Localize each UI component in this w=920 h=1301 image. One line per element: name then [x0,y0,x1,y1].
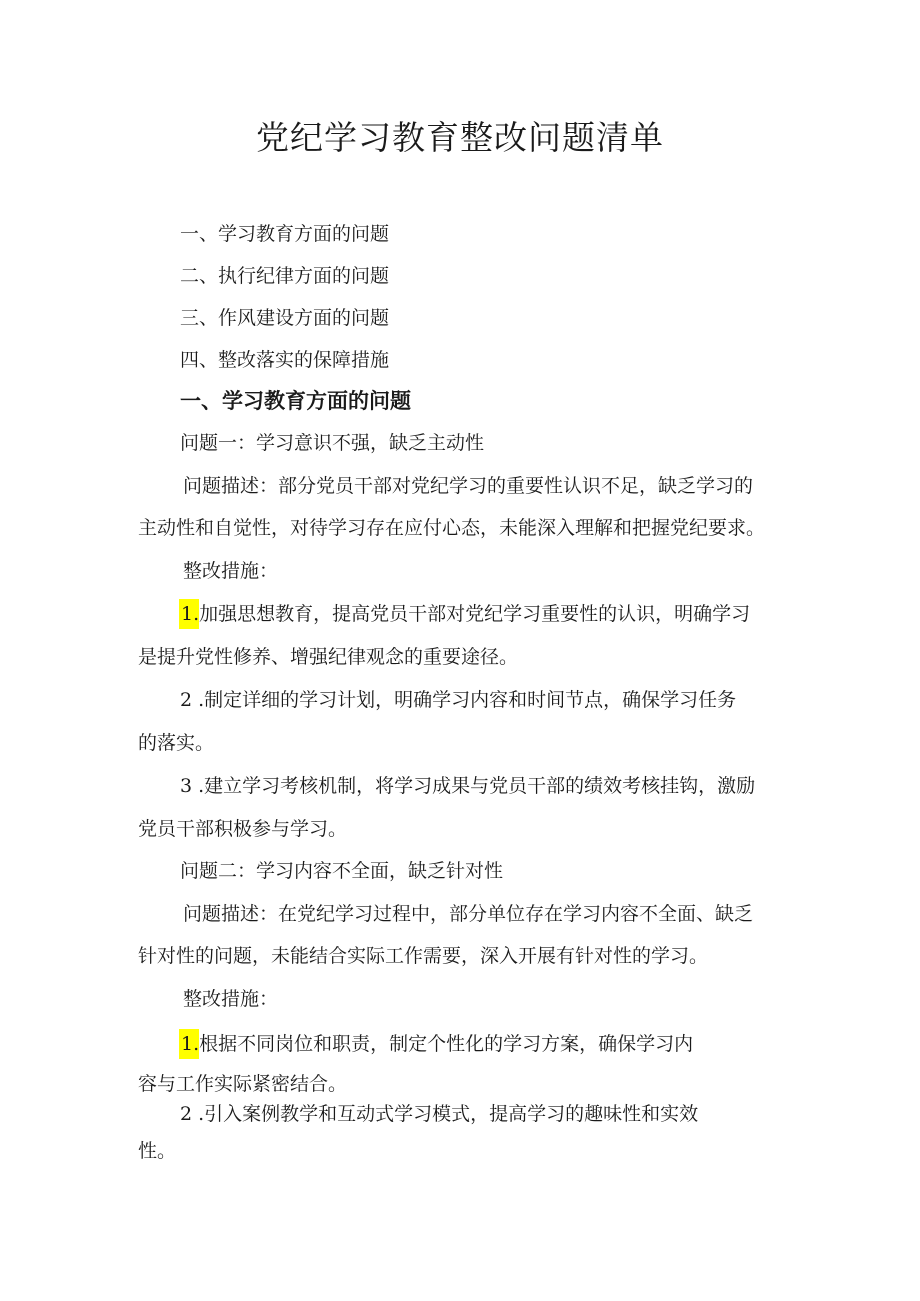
issue-2-measures-label: 整改措施： [183,988,279,1010]
issue-1-measure-2-line-1: 2 .制定详细的学习计划，明确学习内容和时间节点，确保学习任务 [180,689,737,711]
issue-1-measure-1-line-1 [179,602,750,626]
issue-2-measure-1-line-1 [179,1032,693,1056]
issue-1-measure-2-line-2: 的落实。 [138,732,215,754]
section-heading-1: 一、学习教育方面的问题 [180,389,411,413]
issue-2-desc-line-2: 针对性的问题，未能结合实际工作需要，深入开展有针对性的学习。 [138,945,709,967]
issue-1-desc-line-1: 问题描述：部分党员干部对党纪学习的重要性认识不足，缺乏学习的 [183,475,754,497]
issue-2-measure-1-line-2: 容与工作实际紧密结合。 [138,1073,348,1095]
issue-1-title: 问题一：学习意识不强，缺乏主动性 [180,432,485,454]
issue-1-desc-line-2: 主动性和自觉性，对待学习存在应付心态，未能深入理解和把握党纪要求。 [138,517,766,539]
toc-item-4: 四、整改落实的保障措施 [180,349,390,371]
measure-text: 根据不同岗位和职责，制定个性化的学习方案，确保学习内 [199,1033,694,1055]
measure-text: 加强思想教育，提高党员干部对党纪学习重要性的认识，明确学习 [199,603,751,625]
issue-2-measure-2-line-1: 2 .引入案例教学和互动式学习模式，提高学习的趣味性和实效 [180,1103,699,1125]
issue-2-title: 问题二：学习内容不全面，缺乏针对性 [180,860,504,882]
toc-item-3: 三、作风建设方面的问题 [180,307,390,329]
toc-item-1: 一、学习教育方面的问题 [180,223,390,245]
issue-2-desc-line-1: 问题描述：在党纪学习过程中，部分单位存在学习内容不全面、缺乏 [183,903,754,925]
issue-1-measure-3-line-1: 3 .建立学习考核机制，将学习成果与党员干部的绩效考核挂钩，激励 [180,775,756,797]
highlighted-number: 1. [179,599,199,629]
issue-1-measure-3-line-2: 党员干部积极参与学习。 [138,818,348,840]
highlighted-number: 1. [179,1029,199,1059]
issue-2-measure-2-line-2: 性。 [138,1140,177,1162]
issue-1-measures-label: 整改措施： [183,560,279,582]
issue-1-measure-1-line-2: 是提升党性修养、增强纪律观念的重要途径。 [138,646,519,668]
document-title: 党纪学习教育整改问题清单 [256,118,664,157]
toc-item-2: 二、执行纪律方面的问题 [180,265,390,287]
